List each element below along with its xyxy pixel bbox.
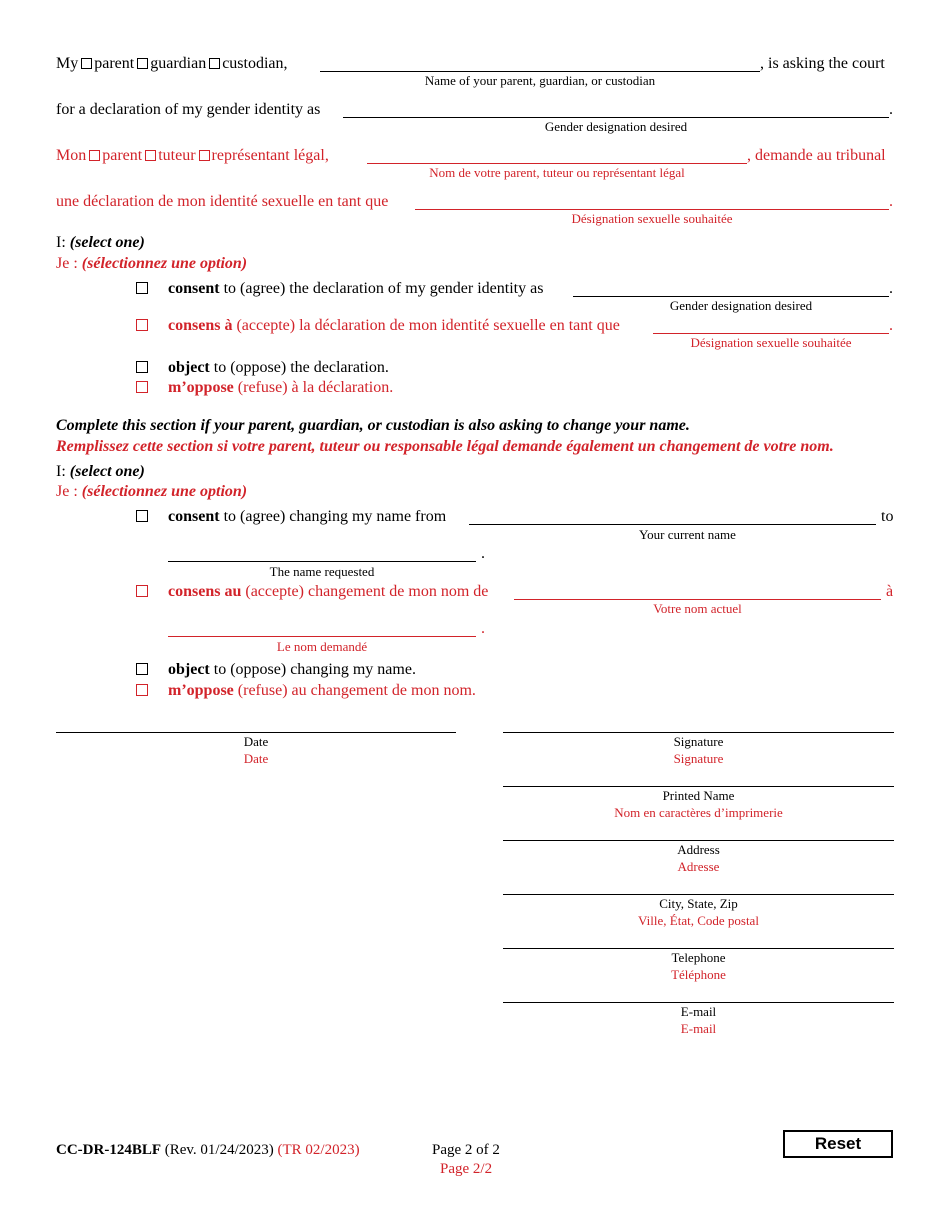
address-field[interactable]: [503, 840, 894, 841]
consent-declaration-checkbox-fr[interactable]: [136, 319, 148, 331]
current-name-field-fr[interactable]: [514, 599, 881, 600]
object-declaration-text: [168, 359, 389, 377]
page-number: Page 2 of 2: [432, 1142, 500, 1158]
requested-name-period-fr: .: [481, 620, 485, 637]
form-revision: (Rev. 01/24/2023): [161, 1142, 278, 1158]
intro-parent-label: parent: [94, 55, 135, 72]
consent-declaration-checkbox[interactable]: [136, 282, 148, 294]
consent-bold-fr: consens à: [168, 317, 233, 334]
signature-field[interactable]: [503, 732, 894, 733]
gender-designation-field[interactable]: [343, 117, 889, 118]
city-state-zip-caption: City, State, Zip: [659, 896, 738, 911]
consent-period-fr: .: [889, 317, 893, 334]
page-number-fr: Page 2/2: [440, 1161, 493, 1177]
consent-gender-field-fr[interactable]: [653, 333, 889, 334]
intro-mon: Mon: [56, 147, 87, 164]
form-id: CC-DR-124BLF: [56, 1142, 161, 1158]
telephone-field[interactable]: [503, 948, 894, 949]
select-one-label-2: [56, 463, 145, 481]
select-hint-en: (select one): [69, 234, 145, 251]
select-hint-fr: (sélectionnez une option): [81, 255, 248, 272]
object-name-rest-fr: (refuse) au changement de mon nom.: [233, 682, 476, 699]
consent-name-checkbox-fr[interactable]: [136, 585, 148, 597]
select-label-en: I:: [56, 234, 66, 251]
object-name-text: [168, 661, 416, 679]
consent-declaration-text: [168, 280, 543, 298]
requested-name-period: .: [481, 545, 485, 562]
intro-line-en: [56, 55, 288, 73]
consent-name-text-fr: [168, 583, 488, 601]
requested-name-field-fr[interactable]: [168, 636, 476, 637]
current-name-caption-fr: Votre nom actuel: [653, 601, 742, 616]
object-declaration-text-fr: [168, 379, 393, 397]
consent-name-rest-fr: (accepte) changement de mon nom de: [241, 583, 489, 600]
select-label-en-2: I:: [56, 463, 66, 480]
intro-asking: , is asking the court: [760, 55, 885, 72]
select-label-fr: Je :: [56, 255, 78, 272]
consent-name-bold-fr: consens au: [168, 583, 242, 600]
address-caption: Address: [677, 842, 720, 857]
date-caption: Date: [243, 734, 269, 749]
parent-name-field-fr[interactable]: [367, 163, 747, 164]
object-name-bold: object: [168, 661, 210, 678]
intro-line-fr: [56, 147, 329, 165]
select-one-label-fr-2: [56, 483, 247, 501]
consent-rest-fr: (accepte) la déclaration de mon identité sexuelle en tant que: [232, 317, 620, 334]
intro-tuteur-label: tuteur: [158, 147, 196, 164]
consent-name-to-fr: à: [886, 583, 894, 600]
object-name-text-fr: [168, 682, 476, 700]
printed-name-field[interactable]: [503, 786, 894, 787]
consent-gender-field[interactable]: [573, 296, 889, 297]
consent-rest: to (agree) the declaration of my gender identity as: [219, 280, 544, 297]
consent-name-to: to: [881, 508, 894, 525]
city-state-zip-field[interactable]: [503, 894, 894, 895]
parent-name-caption: Name of your parent, guardian, or custodian: [424, 73, 656, 88]
intro-custodian-label: custodian,: [222, 55, 288, 72]
gender-designation-caption: Gender designation desired: [544, 119, 688, 134]
object-bold: object: [168, 359, 210, 376]
date-field[interactable]: [56, 732, 456, 733]
select-one-label: [56, 234, 145, 252]
intro-period-fr: .: [889, 193, 893, 210]
current-name-field[interactable]: [469, 524, 876, 525]
current-name-caption: Your current name: [639, 527, 736, 542]
select-label-fr-2: Je :: [56, 483, 78, 500]
gender-designation-caption-fr: Désignation sexuelle souhaitée: [571, 211, 733, 226]
intro-guardian-label: guardian: [150, 55, 207, 72]
consent-name-bold: consent: [168, 508, 220, 525]
consent-bold: consent: [168, 280, 220, 297]
gender-designation-field-fr[interactable]: [415, 209, 889, 210]
reset-button[interactable]: Reset: [783, 1130, 893, 1158]
consent-name-rest: to (agree) changing my name from: [219, 508, 447, 525]
consent-name-checkbox[interactable]: [136, 510, 148, 522]
printed-name-caption-fr: Nom en caractères d’imprimerie: [614, 805, 783, 820]
signature-caption-fr: Signature: [673, 751, 724, 766]
select-hint-en-2: (select one): [69, 463, 145, 480]
telephone-caption: Telephone: [671, 950, 726, 965]
object-declaration-checkbox[interactable]: [136, 361, 148, 373]
parent-name-caption-fr: Nom de votre parent, tuteur ou représentant légal: [429, 165, 685, 180]
intro-representant-label: représentant légal,: [211, 147, 329, 164]
parent-checkbox[interactable]: [81, 58, 92, 69]
intro-declaration-text: for a declaration of my gender identity as: [56, 101, 321, 118]
object-name-checkbox-fr[interactable]: [136, 684, 148, 696]
form-id-line: [56, 1141, 360, 1159]
city-state-zip-caption-fr: Ville, État, Code postal: [638, 913, 759, 928]
e-mail-field[interactable]: [503, 1002, 894, 1003]
intro-parent-label-fr: parent: [102, 147, 143, 164]
parent-checkbox-fr[interactable]: [89, 150, 100, 161]
e-mail-caption: E-mail: [680, 1004, 717, 1019]
custodian-checkbox[interactable]: [209, 58, 220, 69]
parent-name-field[interactable]: [320, 71, 760, 72]
tuteur-checkbox[interactable]: [145, 150, 156, 161]
form-translation-rev: (TR 02/2023): [277, 1142, 360, 1158]
consent-period: .: [889, 280, 893, 297]
telephone-caption-fr: Téléphone: [671, 967, 726, 982]
requested-name-caption-fr: Le nom demandé: [276, 639, 368, 654]
date-caption-fr: Date: [243, 751, 269, 766]
object-rest: to (oppose) the declaration.: [209, 359, 389, 376]
representant-checkbox[interactable]: [199, 150, 210, 161]
object-bold-fr: m’oppose: [168, 379, 234, 396]
address-caption-fr: Adresse: [677, 859, 720, 874]
select-one-label-fr: [56, 255, 247, 273]
guardian-checkbox[interactable]: [137, 58, 148, 69]
consent-gender-caption: Gender designation desired: [669, 298, 813, 313]
intro-my: My: [56, 55, 79, 72]
object-name-rest: to (oppose) changing my name.: [209, 661, 416, 678]
signature-caption: Signature: [673, 734, 724, 749]
printed-name-caption: Printed Name: [662, 788, 735, 803]
object-declaration-checkbox-fr[interactable]: [136, 381, 148, 393]
intro-demande: , demande au tribunal: [747, 147, 886, 164]
e-mail-caption-fr: E-mail: [680, 1021, 717, 1036]
consent-name-text: [168, 508, 446, 526]
requested-name-caption: The name requested: [269, 564, 375, 579]
name-section-heading: Complete this section if your parent, guardian, or custodian is also asking to change your name.: [56, 417, 690, 434]
requested-name-field[interactable]: [168, 561, 476, 562]
object-rest-fr: (refuse) à la déclaration.: [233, 379, 394, 396]
name-section-heading-fr: Remplissez cette section si votre parent, tuteur ou responsable légal demande également un changement de votre nom.: [56, 438, 834, 455]
intro-declaration-text-fr: une déclaration de mon identité sexuelle en tant que: [56, 193, 389, 210]
consent-declaration-text-fr: [168, 317, 620, 335]
object-name-bold-fr: m’oppose: [168, 682, 234, 699]
select-hint-fr-2: (sélectionnez une option): [81, 483, 248, 500]
intro-period: .: [889, 101, 893, 118]
object-name-checkbox[interactable]: [136, 663, 148, 675]
consent-gender-caption-fr: Désignation sexuelle souhaitée: [690, 335, 852, 350]
